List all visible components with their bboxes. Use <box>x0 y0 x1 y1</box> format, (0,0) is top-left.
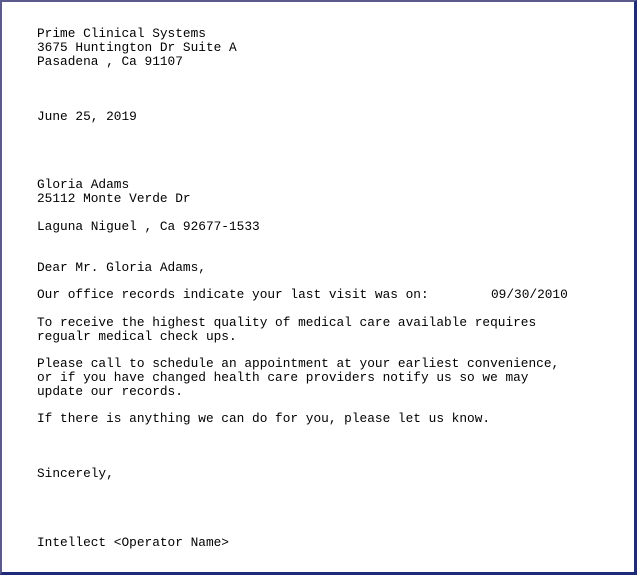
sender-street: 3675 Huntington Dr Suite A <box>37 40 237 55</box>
paragraph-schedule-line-1: Please call to schedule an appointment at your earliest convenience, <box>37 356 560 371</box>
recipient-city-state-zip: Laguna Niguel , Ca 92677-1533 <box>37 219 260 234</box>
sender-city-state-zip: Pasadena , Ca 91107 <box>37 54 183 69</box>
letter-body <box>37 2 568 550</box>
last-visit-date: 09/30/2010 <box>491 287 568 302</box>
signature: Intellect <Operator Name> <box>37 535 229 550</box>
paragraph-quality-line-1: To receive the highest quality of medical care available requires <box>37 315 537 330</box>
closing: Sincerely, <box>37 466 114 481</box>
salutation: Dear Mr. Gloria Adams, <box>37 260 206 275</box>
paragraph-schedule-line-3: update our records. <box>37 384 183 399</box>
last-visit-label: Our office records indicate your last visit was on: <box>37 287 429 302</box>
letter-date: June 25, 2019 <box>37 109 137 124</box>
paragraph-help: If there is anything we can do for you, please let us know. <box>37 411 491 426</box>
paragraph-quality-line-2: regualr medical check ups. <box>37 329 237 344</box>
paragraph-schedule-line-2: or if you have changed health care providers notify us so we may <box>37 370 529 385</box>
recipient-street: 25112 Monte Verde Dr <box>37 191 191 206</box>
recipient-name: Gloria Adams <box>37 177 130 192</box>
sender-name: Prime Clinical Systems <box>37 26 206 41</box>
